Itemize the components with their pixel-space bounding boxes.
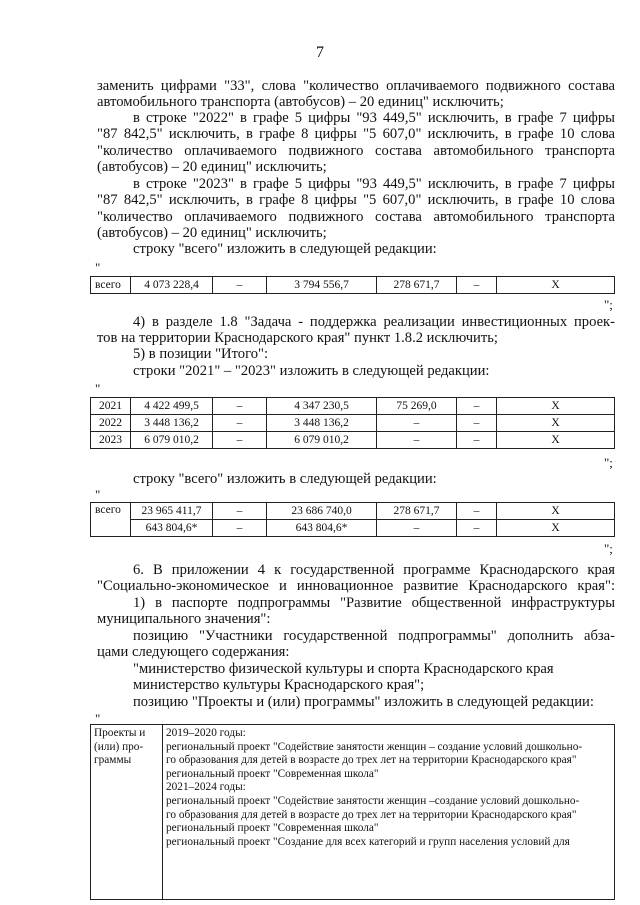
passport-line: региональный проект "Содействие занятости женщин –создание условий дошкольно- — [166, 794, 580, 807]
table-row — [91, 503, 615, 520]
table-cell: Х — [497, 277, 615, 294]
passport-line: 2019–2020 годы: — [166, 727, 246, 739]
text-line: 5) в позиции "Итого": — [133, 346, 269, 362]
table-years — [90, 397, 615, 449]
table-cell: 2022 — [91, 415, 131, 432]
text-line: строку "всего" изложить в следующей редакции: — [133, 241, 437, 257]
table-row — [91, 415, 615, 432]
table-cell: – — [457, 503, 497, 520]
text-line: муниципального значения": — [97, 611, 271, 627]
table-cell: 278 671,7 — [377, 503, 457, 520]
open-quote: " — [95, 260, 101, 275]
text-line: позицию "Проекты и (или) программы" изложить в следующей редакции: — [133, 694, 594, 710]
text-line: в строке "2023" в графе 5 цифры "93 449,5" исключить, в графе 7 цифры — [133, 176, 615, 192]
text-line: позицию "Участники государственной подпрограммы" дополнить абза- — [133, 628, 615, 644]
table-cell: 2023 — [91, 432, 131, 449]
passport-label-line: Проекты и — [94, 727, 146, 739]
close-quote: "; — [604, 541, 613, 556]
table-cell: – — [213, 398, 267, 415]
table-cell: – — [457, 520, 497, 537]
text-line: (автобусов) – 20 единиц" исключить; — [97, 159, 327, 175]
passport-label-cell — [91, 725, 163, 900]
text-line: автомобильного транспорта (автобусов) – 20 единиц" исключить; — [97, 94, 504, 110]
text-line: "87 842,5" исключить, в графе 8 цифры "5 607,0" исключить, в графе 10 слова — [97, 192, 615, 208]
table-cell: Х — [497, 520, 615, 537]
table-cell: 4 073 228,4 — [131, 277, 213, 294]
table-cell: 23 686 740,0 — [267, 503, 377, 520]
passport-line: региональный проект "Содействие занятости женщин – создание условий дошкольно- — [166, 740, 583, 753]
table-cell: – — [213, 277, 267, 294]
table-cell: 3 448 136,2 — [131, 415, 213, 432]
table-cell: – — [213, 520, 267, 537]
text-line: цами следующего содержания: — [97, 644, 290, 660]
table-cell: – — [213, 415, 267, 432]
text-line: строки "2021" – "2023" изложить в следующей редакции: — [133, 363, 490, 379]
open-quote: " — [95, 487, 101, 502]
text-line: "количество оплачиваемого подвижного состава автомобильного транспорта — [97, 143, 615, 159]
text-line: 6. В приложении 4 к государственной программе Краснодарского края — [133, 562, 615, 578]
text-line: (автобусов) – 20 единиц" исключить; — [97, 225, 327, 241]
table-row — [91, 432, 615, 449]
table-row — [91, 398, 615, 415]
page-number: 7 — [316, 44, 324, 61]
open-quote: " — [95, 711, 101, 726]
table-cell: – — [457, 277, 497, 294]
passport-label-line: граммы — [94, 754, 132, 767]
table-row — [91, 520, 615, 537]
text-line: заменить цифрами "33", слова "количество оплачиваемого подвижного состава — [97, 78, 615, 94]
table-cell: – — [457, 415, 497, 432]
close-quote: "; — [604, 297, 613, 312]
table-cell: – — [377, 520, 457, 537]
text-line: "87 842,5" исключить, в графе 8 цифры "5 607,0" исключить, в графе 10 слова — [97, 126, 615, 142]
table-cell: – — [377, 415, 457, 432]
table-cell: 23 965 411,7 — [131, 503, 213, 520]
table-cell: Х — [497, 503, 615, 520]
text-line: "министерство физической культуры и спорта Краснодарского края — [133, 661, 554, 677]
text-line: "Социально-экономическое и инновационное развитие Краснодарского края": — [97, 578, 615, 594]
table-cell: 643 804,6* — [131, 520, 213, 537]
passport-label-line: (или) про- — [94, 740, 144, 753]
table-cell: 4 422 499,5 — [131, 398, 213, 415]
table-cell: 643 804,6* — [267, 520, 377, 537]
passport-table — [90, 724, 615, 900]
table-cell: – — [213, 432, 267, 449]
text-line: 4) в разделе 1.8 "Задача - поддержка реализации инвестиционных проек- — [133, 314, 615, 330]
table-cell: – — [213, 503, 267, 520]
table-cell: 6 079 010,2 — [267, 432, 377, 449]
passport-line: региональный проект "Современная школа" — [166, 767, 379, 780]
table-cell: 75 269,0 — [377, 398, 457, 415]
table-cell: всего — [91, 277, 131, 294]
table-cell: Х — [497, 415, 615, 432]
text-line: министерство культуры Краснодарского края"; — [133, 677, 425, 693]
table-cell: всего — [91, 503, 131, 537]
text-line: 1) в паспорте подпрограммы "Развитие общественной инфраструктуры — [133, 595, 615, 611]
close-quote: "; — [604, 455, 613, 470]
table-row — [91, 277, 615, 294]
table-cell: 6 079 010,2 — [131, 432, 213, 449]
table-total-2 — [90, 502, 615, 537]
passport-line: го образования для детей в возрасте до трех лет на территории Краснодарского края" — [166, 808, 577, 821]
table-row — [91, 725, 615, 900]
text-line: "количество оплачиваемого подвижного состава автомобильного транспорта — [97, 209, 615, 225]
table-cell: Х — [497, 432, 615, 449]
table-cell: – — [457, 432, 497, 449]
text-line: тов на территории Краснодарского края" пункт 1.8.2 исключить; — [97, 330, 498, 346]
passport-line: региональный проект "Современная школа" — [166, 822, 379, 835]
text-line: в строке "2022" в графе 5 цифры "93 449,5" исключить, в графе 7 цифры — [133, 110, 615, 126]
table-cell: 4 347 230,5 — [267, 398, 377, 415]
open-quote: " — [95, 381, 101, 396]
passport-value-cell — [163, 725, 615, 900]
table-cell: 278 671,7 — [377, 277, 457, 294]
table-cell: Х — [497, 398, 615, 415]
table-cell: 3 794 556,7 — [267, 277, 377, 294]
table-cell: – — [377, 432, 457, 449]
passport-line: региональный проект "Создание для всех категорий и групп населения условий для — [166, 835, 570, 848]
passport-line: 2021–2024 годы: — [166, 781, 246, 794]
table-cell: 2021 — [91, 398, 131, 415]
passport-line: го образования для детей в возрасте до трех лет на территории Краснодарского края" — [166, 754, 577, 767]
table-cell: 3 448 136,2 — [267, 415, 377, 432]
text-line: строку "всего" изложить в следующей редакции: — [133, 471, 437, 487]
table-cell: – — [457, 398, 497, 415]
table-total-1 — [90, 276, 615, 294]
